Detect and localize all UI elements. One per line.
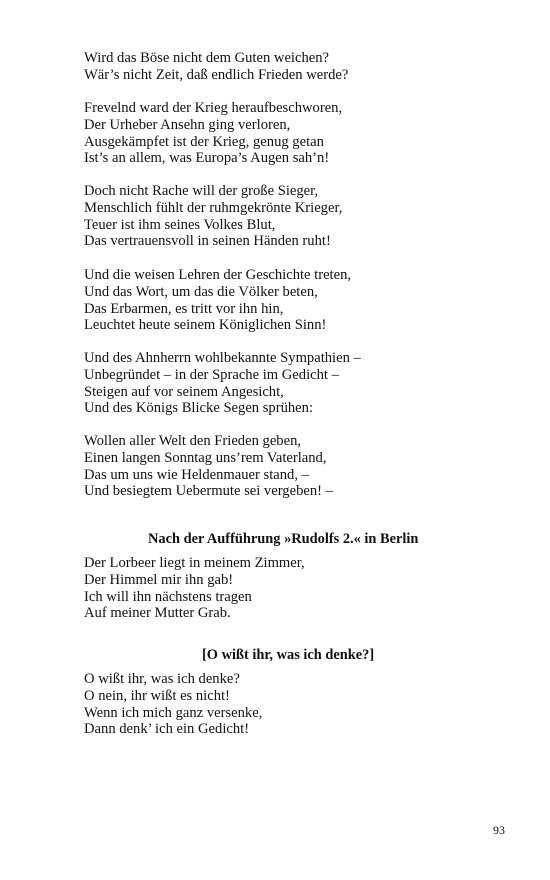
page-number: 93 bbox=[493, 823, 505, 837]
poem-line: Der Himmel mir ihn gab! bbox=[84, 571, 234, 588]
poem-line: O nein, ihr wißt es nicht! bbox=[84, 687, 230, 704]
poem-line: Wollen aller Welt den Frieden geben, bbox=[84, 433, 302, 449]
poem-line: Steigen auf vor seinem Angesicht, bbox=[84, 383, 284, 400]
poem-line: Ist’s an allem, was Europa’s Augen sah’n! bbox=[84, 150, 330, 167]
poem-line: Auf meiner Mutter Grab. bbox=[84, 605, 231, 622]
poem-line: Das vertrauensvoll in seinen Händen ruht! bbox=[84, 233, 331, 250]
poem-line: Ausgekämpfet ist der Krieg, genug getan bbox=[84, 133, 324, 150]
poem-line: Einen langen Sonntag uns’rem Vaterland, bbox=[84, 449, 327, 466]
poem-line: Menschlich fühlt der ruhmgekrönte Krieger, bbox=[84, 199, 343, 216]
poem-line: Wär’s nicht Zeit, daß endlich Frieden werde? bbox=[84, 66, 349, 83]
poem-line: Dann denk’ ich ein Gedicht! bbox=[84, 721, 250, 738]
poem-line: Wird das Böse nicht dem Guten weichen? bbox=[84, 50, 330, 66]
poem-line: O wißt ihr, was ich denke? bbox=[84, 671, 240, 687]
poem-line: Und des Ahnherrn wohlbekannte Sympathien – bbox=[84, 350, 361, 366]
stanza-2 bbox=[84, 100, 484, 167]
stanza-5 bbox=[84, 350, 484, 417]
poem-line: Das Erbarmen, es tritt vor ihn hin, bbox=[84, 300, 284, 317]
poem-line: Teuer ist ihm seines Volkes Blut, bbox=[84, 216, 276, 233]
poem-line: Und das Wort, um das die Völker beten, bbox=[84, 283, 318, 300]
poem-line: Leuchtet heute seinem Königlichen Sinn! bbox=[84, 317, 327, 334]
poem-line: Wenn ich mich ganz versenke, bbox=[84, 704, 263, 721]
poem-line: Unbegründet – in der Sprache im Gedicht – bbox=[84, 366, 339, 383]
poem-line: Doch nicht Rache will der große Sieger, bbox=[84, 183, 319, 199]
poem-line: Ich will ihn nächstens tragen bbox=[84, 588, 252, 605]
stanza-3 bbox=[84, 183, 484, 250]
poem-line: Frevelnd ward der Krieg heraufbeschworen, bbox=[84, 100, 343, 116]
stanza-4 bbox=[84, 267, 484, 334]
poem-lorbeer bbox=[84, 555, 484, 622]
poem-denke bbox=[84, 671, 484, 738]
poem-line: Der Urheber Ansehn ging verloren, bbox=[84, 116, 291, 133]
stanza-6 bbox=[84, 433, 484, 500]
poem-line: Der Lorbeer liegt in meinem Zimmer, bbox=[84, 555, 305, 571]
poem-line: Und besiegtem Uebermute sei vergeben! – bbox=[84, 483, 333, 500]
poem-line: Und die weisen Lehren der Geschichte treten, bbox=[84, 267, 352, 283]
poem-title-rudolf: Nach der Aufführung »Rudolfs 2.« in Berlin bbox=[148, 531, 419, 547]
poem-line: Das um uns wie Heldenmauer stand, – bbox=[84, 466, 309, 483]
poem-line: Und des Königs Blicke Segen sprühen: bbox=[84, 400, 314, 417]
stanza-1 bbox=[84, 50, 484, 84]
poem-title-denke: [O wißt ihr, was ich denke?] bbox=[202, 647, 375, 663]
